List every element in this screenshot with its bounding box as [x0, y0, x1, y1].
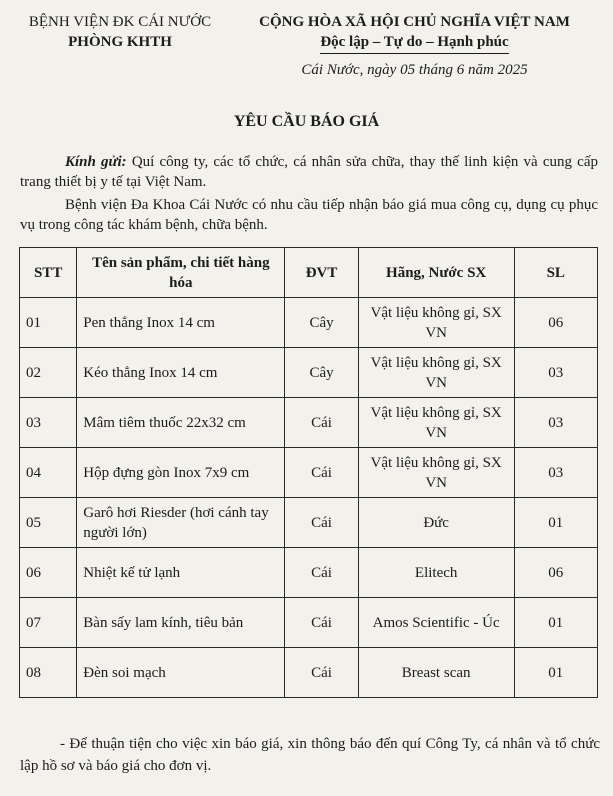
row-stt: 05 [20, 498, 77, 548]
row-unit: Cái [285, 598, 358, 648]
row-quantity: 01 [514, 648, 597, 698]
row-quantity: 01 [514, 498, 597, 548]
document-title: YÊU CẦU BÁO GIÁ [233, 113, 380, 130]
row-unit: Cây [285, 298, 358, 348]
hospital-name: BỆNH VIỆN ĐK CÁI NƯỚC [28, 14, 212, 30]
row-product-name: Pen thẳng Inox 14 cm [77, 298, 285, 348]
row-stt: 01 [20, 298, 77, 348]
recipient-paragraph [20, 152, 598, 192]
country-name: CỘNG HÒA XÃ HỘI CHỦ NGHĨA VIỆT NAM [259, 14, 570, 30]
row-product-name: Garô hơi Riesder (hơi cánh tay người lớn) [77, 498, 285, 548]
column-header-product: Tên sản phẩm, chi tiết hàng hóa [77, 248, 285, 298]
items-table [19, 247, 598, 698]
row-quantity: 06 [514, 298, 597, 348]
row-product-name: Hộp đựng gòn Inox 7x9 cm [77, 448, 285, 498]
row-stt: 06 [20, 548, 77, 598]
national-motto [222, 12, 607, 54]
closing-note: - Để thuận tiện cho việc xin báo giá, xin thông báo đến quí Công Ty, cá nhân và tổ chức lập hồ sơ và báo giá cho đơn vị. [20, 736, 600, 774]
table-row [20, 648, 598, 698]
row-unit: Cái [285, 548, 358, 598]
department-name: PHÒNG KHTH [68, 34, 172, 50]
row-quantity: 03 [514, 448, 597, 498]
row-quantity: 06 [514, 548, 597, 598]
purpose-paragraph: Bệnh viện Đa Khoa Cái Nước có nhu cầu tiếp nhận báo giá mua công cụ, dụng cụ phục vụ trong công tác khám bệnh, chữa bệnh. [20, 197, 598, 233]
table-row [20, 448, 598, 498]
recipient-text: Quí công ty, các tổ chức, cá nhân sửa chữa, thay thế linh kiện và cung cấp trang thiết bị y tế tại Việt Nam. [20, 154, 598, 190]
column-header-stt: STT [20, 248, 77, 298]
row-stt: 02 [20, 348, 77, 398]
table-row [20, 548, 598, 598]
column-header-brand: Hãng, Nước SX [358, 248, 514, 298]
row-product-name: Đèn soi mạch [77, 648, 285, 698]
table-row [20, 598, 598, 648]
row-unit: Cây [285, 348, 358, 398]
row-unit: Cái [285, 498, 358, 548]
table-body [20, 298, 598, 698]
row-stt: 08 [20, 648, 77, 698]
row-stt: 04 [20, 448, 77, 498]
row-brand-origin: Elitech [358, 548, 514, 598]
row-brand-origin: Đức [358, 498, 514, 548]
place-and-date: Cái Nước, ngày 05 tháng 6 năm 2025 [301, 62, 528, 78]
issuing-organization [14, 12, 226, 52]
table-row [20, 498, 598, 548]
row-brand-origin: Amos Scientific - Úc [358, 598, 514, 648]
motto: Độc lập – Tự do – Hạnh phúc [320, 32, 508, 54]
column-header-quantity: SL [514, 248, 597, 298]
row-stt: 07 [20, 598, 77, 648]
table-header-row [20, 248, 598, 298]
table-row [20, 298, 598, 348]
recipient-label: Kính gửi: [65, 154, 127, 170]
row-product-name: Bàn sấy lam kính, tiêu bản [77, 598, 285, 648]
row-brand-origin: Vật liệu không gỉ, SX VN [358, 448, 514, 498]
row-unit: Cái [285, 448, 358, 498]
row-quantity: 03 [514, 398, 597, 448]
row-product-name: Nhiệt kế tử lạnh [77, 548, 285, 598]
row-stt: 03 [20, 398, 77, 448]
row-brand-origin: Vật liệu không gỉ, SX VN [358, 348, 514, 398]
row-unit: Cái [285, 648, 358, 698]
row-brand-origin: Vật liệu không gỉ, SX VN [358, 298, 514, 348]
column-header-unit: ĐVT [285, 248, 358, 298]
table-row [20, 348, 598, 398]
row-quantity: 01 [514, 598, 597, 648]
row-product-name: Mâm tiêm thuốc 22x32 cm [77, 398, 285, 448]
row-quantity: 03 [514, 348, 597, 398]
row-brand-origin: Breast scan [358, 648, 514, 698]
row-brand-origin: Vật liệu không gỉ, SX VN [358, 398, 514, 448]
row-product-name: Kéo thẳng Inox 14 cm [77, 348, 285, 398]
table-row [20, 398, 598, 448]
row-unit: Cái [285, 398, 358, 448]
